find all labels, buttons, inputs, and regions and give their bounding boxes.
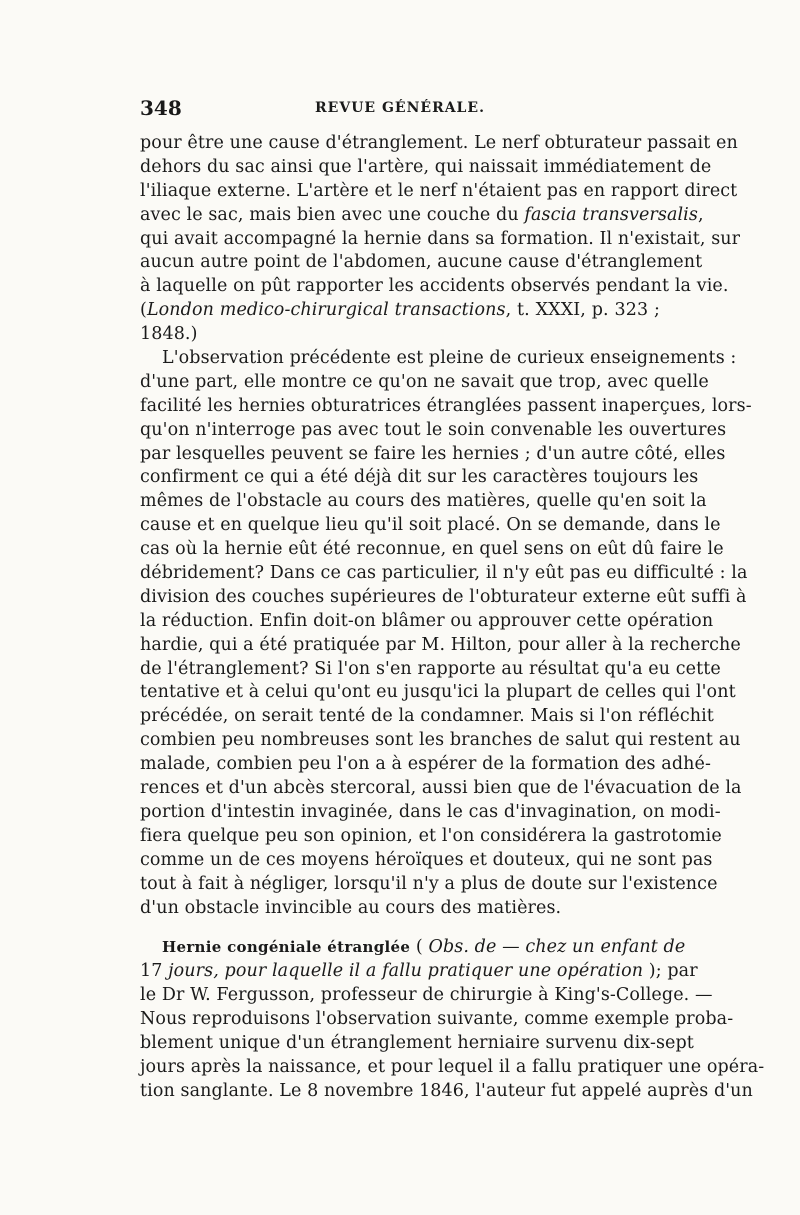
text-line: L'observation précédente est pleine de curieux enseignements : [162,348,737,369]
page-number: 348 [140,96,182,120]
text-line: à laquelle on pût rapporter les accidents observés pendant la vie. [140,276,729,297]
text-line: aucun autre point de l'abdomen, aucune cause d'étranglement [140,252,703,273]
text-line: cas où la hernie eût été reconnue, en quel sens on eût dû faire le [140,539,724,560]
running-title: REVUE GÉNÉRALE. [315,100,485,116]
text-line [140,936,686,960]
text-line: pour être une cause d'étranglement. Le nerf obturateur passait en [140,133,738,153]
text-line: précédée, on serait tenté de la condamner. Mais si l'on réfléchit [140,706,714,727]
paragraph-gap [140,920,660,936]
text-line: cause et en quelque lieu qu'il soit placé. On se demande, dans le [140,515,721,536]
body-text [140,132,765,1104]
text-fragment: ); par [643,961,698,982]
italic-fragment: Obs. de — chez un enfant de [428,937,686,958]
text-line: tion sanglante. Le 8 novembre 1846, l'auteur fut appelé auprès d'un [140,1080,753,1101]
page-header [140,96,660,124]
text-line: la réduction. Enfin doit-on blâmer ou approuver cette opération [140,610,714,631]
text-line: d'un obstacle invincible au cours des matières. [140,897,562,918]
text-line [140,299,660,323]
text-line: jours après la naissance, et pour lequel il a fallu pratiquer une opéra- [140,1056,765,1077]
text-line: qu'on n'interroge pas avec tout le soin convenable les ouvertures [140,419,727,440]
italic-fragment: London medico-chirurgical transactions [146,300,506,321]
text-line: rences et d'un abcès stercoral, aussi bien que de l'évacuation de la [140,778,742,799]
text-line: confirment ce qui a été déjà dit sur les caractères toujours les [140,467,699,488]
text-line: blement unique d'un étranglement herniaire survenu dix-sept [140,1032,694,1053]
text-line: le Dr W. Fergusson, professeur de chirurgie à King's-College. — [140,985,713,1006]
text-fragment: , t. XXXI, p. 323 ; [505,300,660,321]
text-line: d'une part, elle montre ce qu'on ne savait que trop, avec quelle [140,371,709,392]
text-line [140,960,698,984]
text-line: combien peu nombreuses sont les branches de salut qui restent au [140,730,741,751]
text-line: division des couches supérieures de l'obturateur externe eût suffi à [140,586,747,607]
text-line: portion d'intestin invaginée, dans le cas d'invagination, on modi- [140,801,721,822]
italic-fragment: jours, pour laquelle il a fallu pratiquer une opération [168,961,644,982]
text-line: l'iliaque externe. L'artère et le nerf n'étaient pas en rapport direct [140,180,738,201]
text-line: dehors du sac ainsi que l'artère, qui naissait immédiatement de [140,156,712,177]
text-line [140,204,704,228]
text-fragment: , [697,204,704,225]
text-line: fiera quelque peu son opinion, et l'on considérera la gastrotomie [140,825,722,846]
text-line: facilité les hernies obturatrices étranglées passent inaperçues, lors- [140,395,752,416]
text-line: par lesquelles peuvent se faire les hernies ; d'un autre côté, elles [140,443,726,464]
text-line: comme un de ces moyens héroïques et douteux, qui ne sont pas [140,849,713,870]
section-title: Hernie congéniale étranglée [162,938,411,957]
text-line: 1848.) [140,324,198,345]
text-fragment: avec le sac, mais bien avec une couche du [140,204,525,225]
text-fragment: ( [140,300,147,321]
text-line: tout à fait à négliger, lorsqu'il n'y a plus de doute sur l'existence [140,873,718,894]
text-fragment: 17 [140,961,169,982]
text-line: malade, combien peu l'on a à espérer de la formation des adhé- [140,754,711,775]
text-line: hardie, qui a été pratiquée par M. Hilton, pour aller à la recherche [140,634,741,655]
text-fragment: ( [410,937,429,958]
text-line: mêmes de l'obstacle au cours des matières, quelle qu'en soit la [140,491,707,512]
italic-fragment: fascia transversalis [524,204,698,225]
text-line: tentative et à celui qu'ont eu jusqu'ici la plupart de celles qui l'ont [140,682,736,703]
text-line: qui avait accompagné la hernie dans sa formation. Il n'existait, sur [140,228,741,249]
text-line: débridement? Dans ce cas particulier, il n'y eût pas eu difficulté : la [140,563,748,584]
text-line: Nous reproduisons l'observation suivante, comme exemple proba- [140,1009,734,1030]
text-line: de l'étranglement? Si l'on s'en rapporte au résultat qu'a eu cette [140,658,721,679]
